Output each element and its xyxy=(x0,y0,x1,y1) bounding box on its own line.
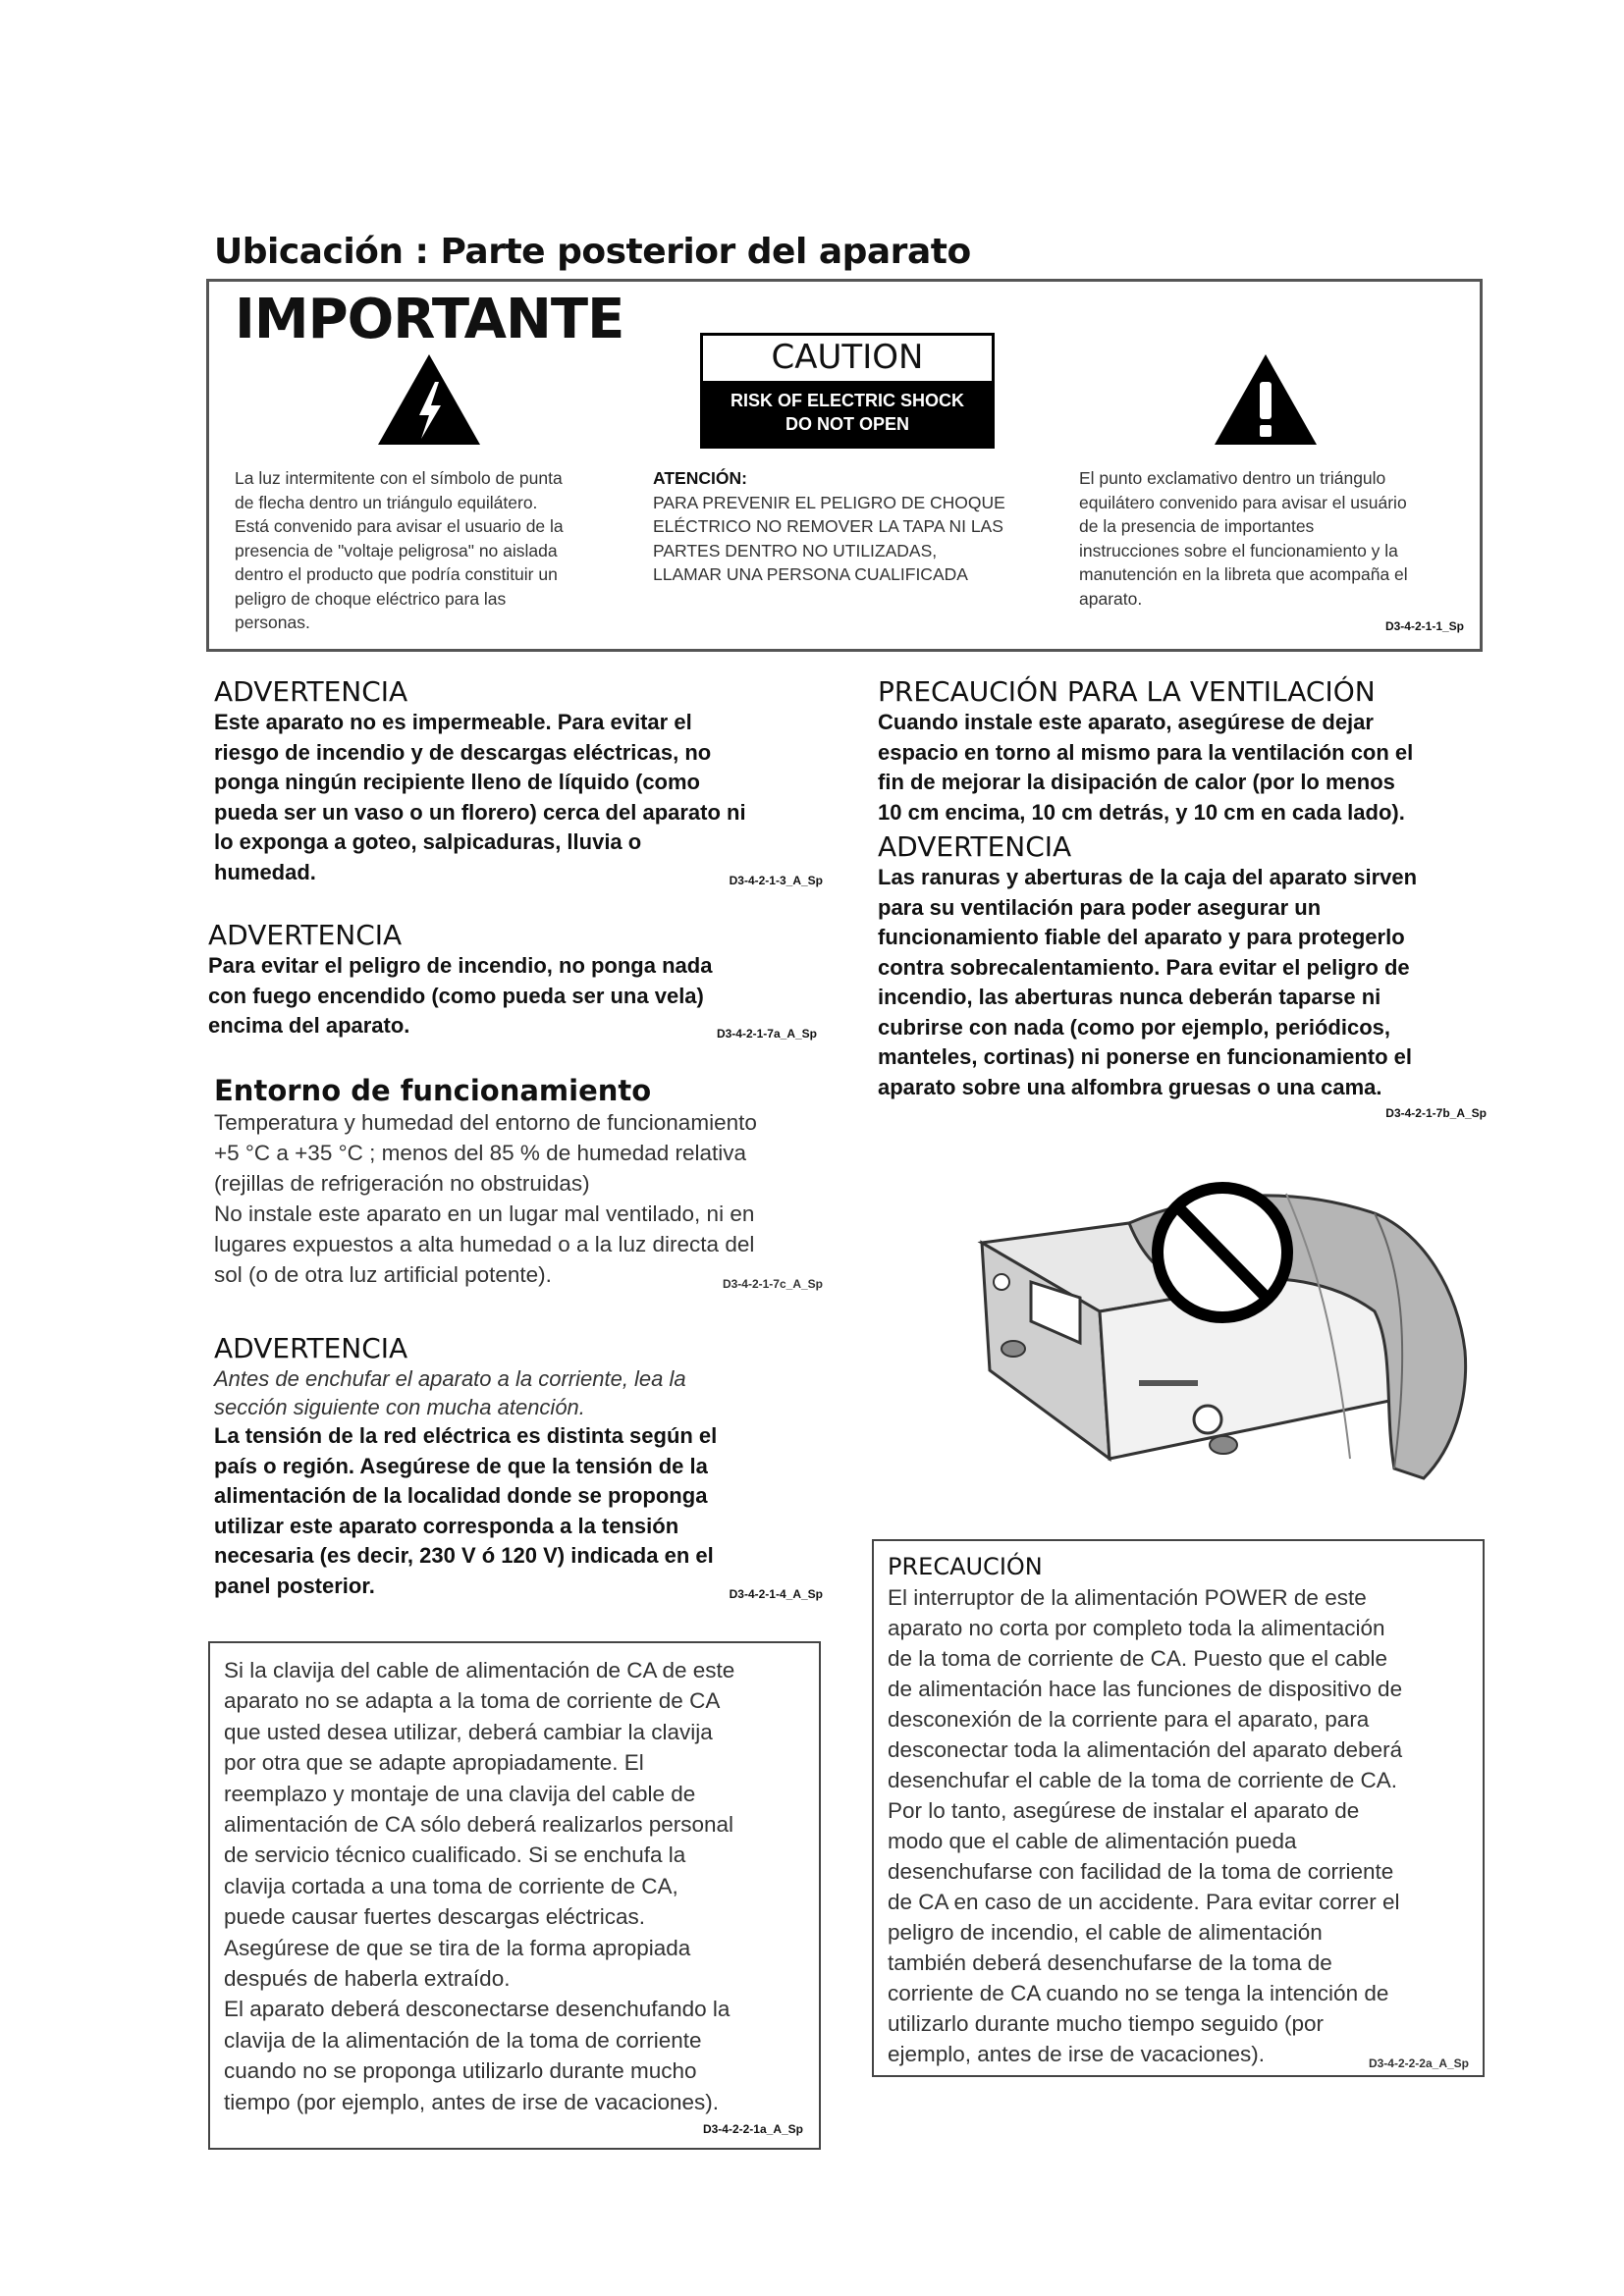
environment-code: D3-4-2-1-7c_A_Sp xyxy=(722,1277,823,1291)
lightning-triangle-icon xyxy=(376,352,482,447)
warning-voltage-section: ADVERTENCIA Antes de enchufar el aparato a la corriente, lea la sección siguiente con mucha atención. La tensión de la red eléctrica es distinta según el país o región. Asegúrese de que la tensión de la alimentación de la localidad donde se proponga utilizar este aparato corresponda a la tensión necesaria (es decir, 230 V ó 120 V) indicada en el panel posterior. D3-4-2-1-4_A_Sp xyxy=(214,1332,823,1601)
warning-fire-section: ADVERTENCIA Para evitar el peligro de incendio, no ponga nada con fuego encendido (como pueda ser una vela) encima del aparato. D3-4-2-1-7a_A_Sp xyxy=(208,919,817,1041)
ventilation-heading: PRECAUCIÓN PARA LA VENTILACIÓN xyxy=(878,675,1376,708)
important-code: D3-4-2-1-1_Sp xyxy=(1384,619,1464,633)
atencion-heading: ATENCIÓN: xyxy=(653,468,747,488)
warning-voltage-heading: ADVERTENCIA xyxy=(214,1332,408,1364)
caution-label xyxy=(700,333,995,449)
warning-fire-heading: ADVERTENCIA xyxy=(208,919,403,951)
caution-explanation: ATENCIÓN: PARA PREVENIR EL PELIGRO DE CHOQUE ELÉCTRICO NO REMOVER LA TAPA NI LAS PARTES DENTRO NO UTILIZADAS, LLAMAR UNA PERSONA CUALIFICADA xyxy=(653,466,1065,587)
warning-water-section: ADVERTENCIA Este aparato no es impermeable. Para evitar el riesgo de incendio y de descargas eléctricas, no ponga ningún recipiente lleno de líquido (como pueda ser un vaso o un florero) cerca del aparato ni lo exponga a goteo, salpicaduras, lluvia o humedad. D3-4-2-1-3_A_Sp xyxy=(214,675,823,887)
caution-risk-panel xyxy=(703,381,992,446)
environment-section: Entorno de funcionamiento Temperatura y humedad del entorno de funcionamiento +5 °C a +35 °C ; menos del 85 % de humedad relativa (rejillas de refrigeración no obstruidas) No instale este aparato en un lugar mal ventilado, ni en lugares expuestos a alta humedad o a la luz directa del sol (o de otra luz artificial potente). D3-4-2-1-7c_A_Sp xyxy=(214,1074,823,1290)
exclamation-explanation: El punto exclamativo dentro un triángulo equilátero convenido para avisar el usuário de la presencia de importantes instrucciones sobre el funcionamiento y la manutención en la libreta que acompaña el aparato. xyxy=(1079,468,1408,609)
caution-word: CAUTION xyxy=(771,338,924,377)
lightning-explanation: La luz intermitente con el símbolo de punta de flecha dentro un triángulo equilátero. Está convenido para avisar el usuario de la presencia de "voltaje peligrosa" no aislada dentro el producto que podría constituir un peligro de choque eléctrico para las personas. xyxy=(235,468,564,632)
prohibition-icon xyxy=(1158,1188,1287,1317)
important-title: IMPORTANTE xyxy=(235,288,624,351)
location-title: Ubicación : Parte posterior del aparato xyxy=(214,232,971,272)
warning-fire-code: D3-4-2-1-7a_A_Sp xyxy=(716,1027,817,1041)
warning-openings-heading: ADVERTENCIA xyxy=(878,830,1072,863)
warning-water-code: D3-4-2-1-3_A_Sp xyxy=(729,873,823,887)
caution-line-2: DO NOT OPEN xyxy=(785,414,909,434)
warning-voltage-code: D3-4-2-1-4_A_Sp xyxy=(729,1586,823,1601)
environment-heading: Entorno de funcionamiento xyxy=(214,1074,652,1107)
caution-line-1: RISK OF ELECTRIC SHOCK xyxy=(730,391,964,410)
covered-device-illustration xyxy=(962,1174,1473,1488)
important-box xyxy=(206,279,1483,652)
power-box-heading: PRECAUCIÓN xyxy=(888,1553,1043,1580)
warning-openings-code: D3-4-2-1-7b_A_Sp xyxy=(1385,1106,1487,1120)
plug-replacement-box: Si la clavija del cable de alimentación de CA de este aparato no se adapta a la toma de corriente de CA que usted desea utilizar, deberá cambiar la clavija por otra que se adapte apropiadamente. El reemplazo y montaje de una clavija del cable de alimentación de CA sólo deberá realizarlos personal de servicio técnico cualificado. Si se enchufa la clavija cortada a una toma de corriente de CA, puede causar fuertes descargas eléctricas. Asegúrese de que se tira de la forma apropiada después de haberla extraído. El aparato deberá desconectarse desenchufando la clavija de la alimentación de la toma de corriente cuando no se proponga utilizarlo durante mucho tiempo (por ejemplo, antes de irse de vacaciones). D3-4-2-2-1a_A_Sp xyxy=(208,1641,821,2150)
ventilation-section: PRECAUCIÓN PARA LA VENTILACIÓN Cuando instale este aparato, asegúrese de dejar espacio en torno al mismo para la ventilación con el fin de mejorar la disipación de calor (por lo menos 10 cm encima, 10 cm detrás, y 10 cm en cada lado). xyxy=(878,675,1487,828)
warning-water-heading: ADVERTENCIA xyxy=(214,675,408,708)
warning-openings-section: ADVERTENCIA Las ranuras y aberturas de la caja del aparato sirven para su ventilación para poder asegurar un funcionamiento fiable del aparato y para protegerlo contra sobrecalentamiento. Para evitar el peligro de incendio, las aberturas nunca deberán taparse ni cubrirse con nada (como por ejemplo, periódicos, manteles, cortinas) ni ponerse en funcionamiento el aparato sobre una alfombra gruesas o una cama. D3-4-2-1-7b_A_Sp xyxy=(878,830,1487,1120)
power-switch-box: PRECAUCIÓN El interruptor de la alimentación POWER de este aparato no corta por completo toda la alimentación de la toma de corriente de CA. Puesto que el cable de alimentación hace las funciones de dispositivo de desconexión de la corriente para el aparato, para desconectar toda la alimentación del aparato deberá desenchufar el cable de la toma de corriente de CA. Por lo tanto, asegúrese de instalar el aparato de modo que el cable de alimentación pueda desenchufarse con facilidad de la toma de corriente de CA en caso de un accidente. Para evitar correr el peligro de incendio, el cable de alimentación también deberá desenchufarse de la toma de corriente de CA cuando no se tenga la intención de utilizarlo durante mucho tiempo seguido (por ejemplo, antes de irse de vacaciones). D3-4-2-2-2a_A_Sp xyxy=(872,1539,1485,2077)
power-box-code: D3-4-2-2-2a_A_Sp xyxy=(1368,2056,1469,2070)
exclamation-triangle-icon xyxy=(1213,352,1319,447)
plug-box-code: D3-4-2-2-1a_A_Sp xyxy=(702,2122,803,2136)
